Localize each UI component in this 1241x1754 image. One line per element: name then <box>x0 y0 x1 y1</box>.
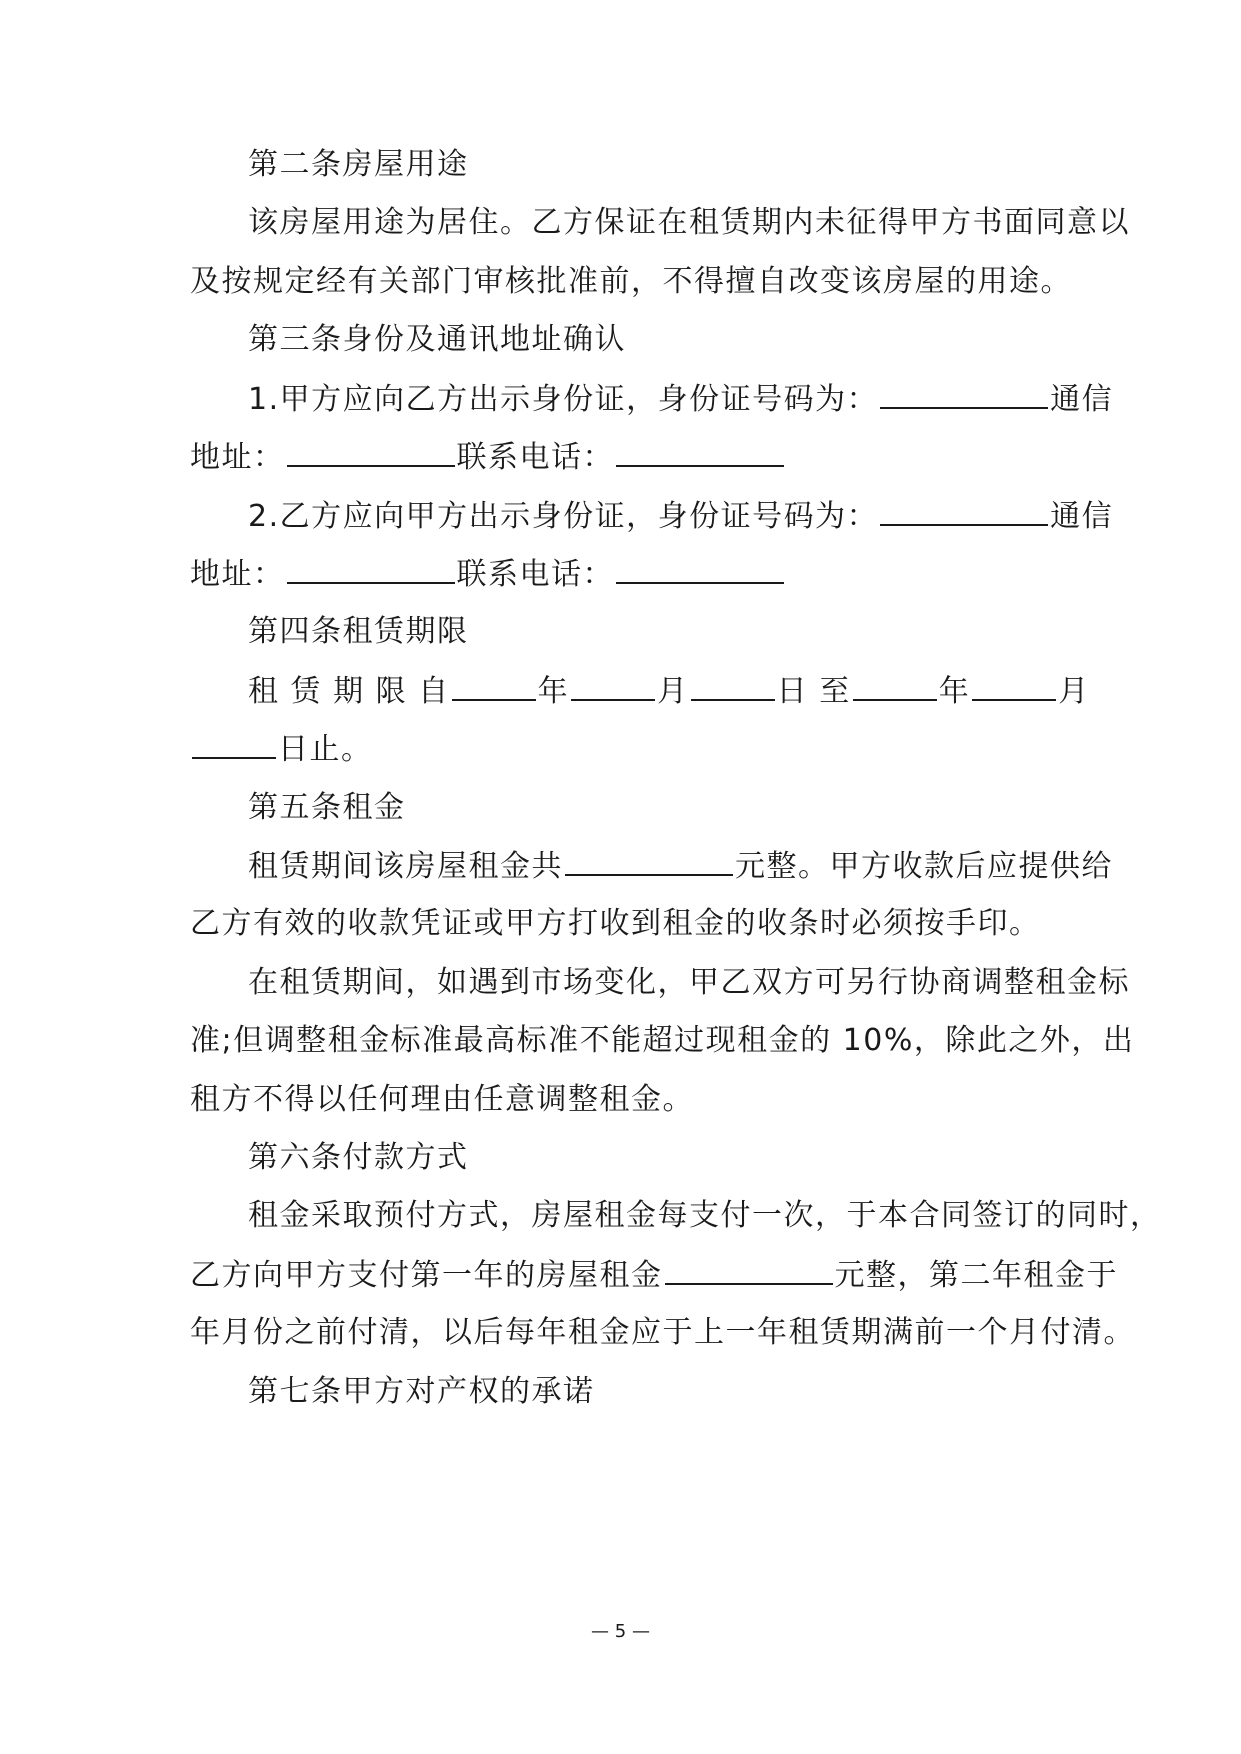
section-heading-7: 第七条甲方对产权的承诺 <box>248 1374 595 1409</box>
section-heading-5: 第五条租金 <box>248 790 406 825</box>
fill-in-blank[interactable] <box>192 729 276 759</box>
paragraph-line: 年月份之前付清，以后每年租金应于上一年租赁期满前一个月付清。 <box>190 1315 1135 1350</box>
paragraph-line <box>190 437 1090 478</box>
fill-in-blank[interactable] <box>616 437 784 467</box>
paragraph-line: 在租赁期间，如遇到市场变化，甲乙双方可另行协商调整租金标 <box>248 965 1130 1000</box>
section-heading-3: 第三条身份及通讯地址确认 <box>248 322 626 357</box>
page-number: — 5 — <box>591 1621 650 1642</box>
paragraph-line <box>248 496 1148 537</box>
line-text: 1.甲方应向乙方出示身份证，身份证号码为： <box>248 382 879 417</box>
line-text: 元整。甲方收款后应提供给 <box>735 849 1113 884</box>
line-text: 元整，第二年租金于 <box>834 1258 1118 1293</box>
section-heading-4: 第四条租赁期限 <box>248 614 469 649</box>
paragraph-line: 乙方有效的收款凭证或甲方打收到租金的收条时必须按手印。 <box>190 906 1041 941</box>
fill-in-blank[interactable] <box>665 1255 833 1285</box>
paragraph-line <box>190 554 1090 595</box>
fill-in-blank[interactable] <box>853 671 937 701</box>
paragraph-line <box>248 671 1148 712</box>
fill-in-blank[interactable] <box>691 671 775 701</box>
paragraph-line <box>248 379 1148 420</box>
fill-in-blank[interactable] <box>565 846 733 876</box>
line-text: 月 <box>657 674 689 709</box>
line-text: 年 <box>537 674 570 709</box>
fill-in-blank[interactable] <box>571 671 655 701</box>
fill-in-blank[interactable] <box>287 437 455 467</box>
fill-in-blank[interactable] <box>880 379 1048 409</box>
paragraph-line: 租方不得以任何理由任意调整租金。 <box>190 1082 694 1117</box>
line-text: 乙方向甲方支付第一年的房屋租金 <box>190 1258 663 1293</box>
line-text: 地址： <box>190 557 285 592</box>
line-text: 通信 <box>1050 382 1114 417</box>
section-heading-2: 第二条房屋用途 <box>248 147 469 182</box>
line-text: 日 至 <box>776 674 851 709</box>
line-text: 联系电话： <box>456 557 614 592</box>
paragraph-line: 及按规定经有关部门审核批准前，不得擅自改变该房屋的用途。 <box>190 264 1072 299</box>
line-text: 联系电话： <box>456 440 614 475</box>
line-text: 月 <box>1058 674 1090 709</box>
fill-in-blank[interactable] <box>287 554 455 584</box>
fill-in-blank[interactable] <box>452 671 536 701</box>
line-text: 通信 <box>1050 499 1114 534</box>
paragraph-line: 租金采取预付方式，房屋租金每支付一次，于本合同签订的同时， <box>248 1198 1162 1233</box>
paragraph-line <box>190 729 1090 770</box>
fill-in-blank[interactable] <box>880 496 1048 526</box>
line-text: 租赁期间该房屋租金共 <box>248 849 563 884</box>
line-text: 日止。 <box>278 732 373 767</box>
fill-in-blank[interactable] <box>972 671 1056 701</box>
paragraph-line <box>248 846 1148 887</box>
paragraph-line: 准;但调整租金标准最高标准不能超过现租金的 10%，除此之外，出 <box>190 1023 1135 1058</box>
line-text: 地址： <box>190 440 285 475</box>
line-text: 2.乙方应向甲方出示身份证，身份证号码为： <box>248 499 879 534</box>
line-text: 租 赁 期 限 自 <box>248 674 450 709</box>
section-heading-6: 第六条付款方式 <box>248 1140 469 1175</box>
line-text: 年 <box>938 674 971 709</box>
paragraph-line: 该房屋用途为居住。乙方保证在租赁期内未征得甲方书面同意以 <box>248 205 1130 240</box>
paragraph-line <box>190 1255 1118 1296</box>
fill-in-blank[interactable] <box>616 554 784 584</box>
